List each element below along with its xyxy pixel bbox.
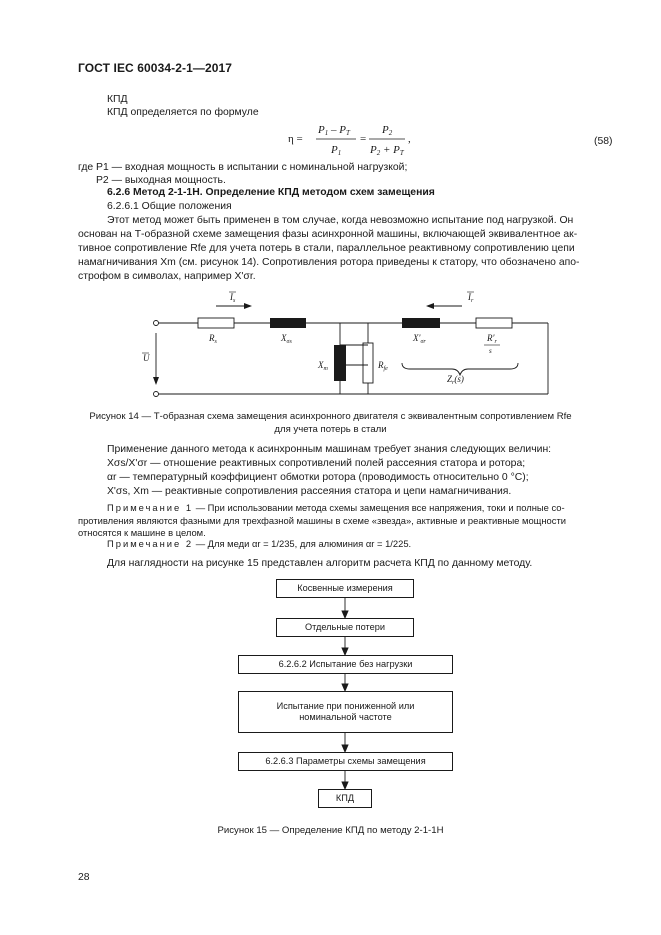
formula-num1: P1 – PT	[318, 124, 350, 137]
flowchart-box-efficiency: КПД	[318, 789, 372, 808]
reactance-xm	[334, 345, 346, 381]
section-title: 6.2.6 Метод 2-1-1Н. Определение КПД методом схем замещения	[107, 187, 435, 198]
section-paragraph-line-1: Этот метод может быть применен в том случае, когда невозможно испытание под нагрузкой. Он	[107, 215, 574, 226]
resistor-rfe	[363, 343, 373, 383]
equation-number: (58)	[594, 136, 613, 147]
note-2	[107, 538, 411, 551]
formula-graphic	[0, 122, 661, 162]
section-paragraph-line-2: основан на Т-образной схеме замещения фазы асинхронной машины, включающей эквивалентное ак-	[78, 229, 578, 240]
equivalent-circuit-diagram	[0, 285, 661, 405]
svg-text:X'σr: $X'_{\sigma r}$	[413, 333, 426, 345]
resistor-rs	[198, 318, 234, 328]
resistor-rr	[476, 318, 512, 328]
requirements-intro: Применение данного метода к асинхронным машинам требует знания следующих величин:	[107, 444, 552, 455]
flowchart-box-indirect-measurements: Косвенные измерения	[276, 579, 414, 598]
flowchart-box-no-load-test: 6.2.6.2 Испытание без нагрузки	[238, 655, 453, 674]
reactance-xsr	[402, 318, 440, 328]
efficiency-intro: КПД определяется по формуле	[107, 107, 259, 118]
figure15-caption: Рисунок 15 — Определение КПД по методу 2-1-1Н	[217, 825, 444, 836]
flowchart-box-separate-losses: Отдельные потери	[276, 618, 414, 637]
section-paragraph-line-5: строфом в символах, например X'σr.	[78, 271, 256, 282]
requirement-item-2: αr — температурный коэффициент обмотки ротора (проводимость относительно 0 °C);	[107, 472, 529, 483]
where-p1: где P1 — входная мощность в испытании с номинальной нагрузкой;	[78, 162, 408, 173]
section-subtitle: 6.2.6.1 Общие положения	[107, 201, 232, 212]
svg-text:U: U	[143, 353, 150, 363]
note-2-label: Примечание 2	[107, 538, 194, 549]
svg-text:Rs: $R_s$	[209, 333, 217, 345]
requirement-item-3: X'σs, Xm — реактивные сопротивления рассеяния статора и цепи намагничивания.	[107, 486, 512, 497]
svg-text:Ir: $I_r$	[468, 292, 474, 304]
note-1-text: — При использовании метода схемы замещения все напряжения, токи и полные со-	[193, 502, 565, 513]
formula-eq2: =	[360, 133, 367, 145]
page-number: 28	[78, 872, 90, 883]
requirement-item-1: Xσs/X'σr — отношение реактивных сопротивлений полей рассеяния статора и ротора;	[107, 458, 526, 469]
svg-text:s: s	[489, 347, 492, 355]
svg-text:R'r: $R'_r$	[487, 333, 497, 345]
formula-comma: ,	[408, 133, 411, 145]
flowchart-box-frequency-test: Испытание при пониженной или номинальной частоте	[238, 691, 453, 733]
figure14-caption-line-2: для учета потерь в стали	[274, 424, 387, 435]
flowchart-intro: Для наглядности на рисунке 15 представлен алгоритм расчета КПД по данному методу.	[107, 558, 533, 569]
flowchart-box-circuit-parameters: 6.2.6.3 Параметры схемы замещения	[238, 752, 453, 771]
note-1-label: Примечание 1	[107, 502, 194, 513]
svg-text:Xσs: $X_{\sigma s}$	[281, 333, 292, 345]
note-1-line-3: относятся к машине в целом.	[78, 527, 206, 538]
figure14-caption-line-1: Рисунок 14 — Т-образная схема замещения асинхронного двигателя с эквивалентным сопротивлением Rfe	[89, 411, 572, 422]
svg-text:Zr(s): $Z_r(s)$	[447, 374, 464, 386]
note-2-text: — Для меди αr = 1/235, для алюминия αr = 1/225.	[193, 538, 412, 549]
efficiency-heading: КПД	[107, 94, 128, 105]
section-paragraph-line-3: тивное сопротивление Rfe для учета потерь в стали, параллельное реактивному сопротивлению цепи	[78, 243, 575, 254]
formula-den1: P1	[331, 144, 342, 157]
document-header: ГОСТ IEC 60034-2-1—2017	[78, 61, 233, 75]
formula-num2: P2	[382, 124, 393, 137]
svg-text:Xm: $X_m$	[318, 360, 328, 372]
note-1-line-1	[107, 502, 565, 515]
efficiency-formula	[0, 122, 661, 162]
note-1-line-2: противления являются фазными для трехфазной машины в схеме «звезда», активные и реактивные мощности	[78, 515, 566, 526]
formula-eta: η =	[288, 133, 303, 145]
svg-text:Is: $I_s$	[230, 292, 236, 304]
svg-text:Rfe: $R_{fe}$	[378, 360, 388, 372]
formula-den2: P2 + PT	[370, 144, 404, 157]
section-paragraph-line-4: намагничивания Xm (см. рисунок 14). Сопротивления ротора приведены к статору, что обозначено апо-	[78, 257, 580, 268]
where-p2: P2 — выходная мощность.	[96, 175, 226, 186]
reactance-xss	[270, 318, 306, 328]
